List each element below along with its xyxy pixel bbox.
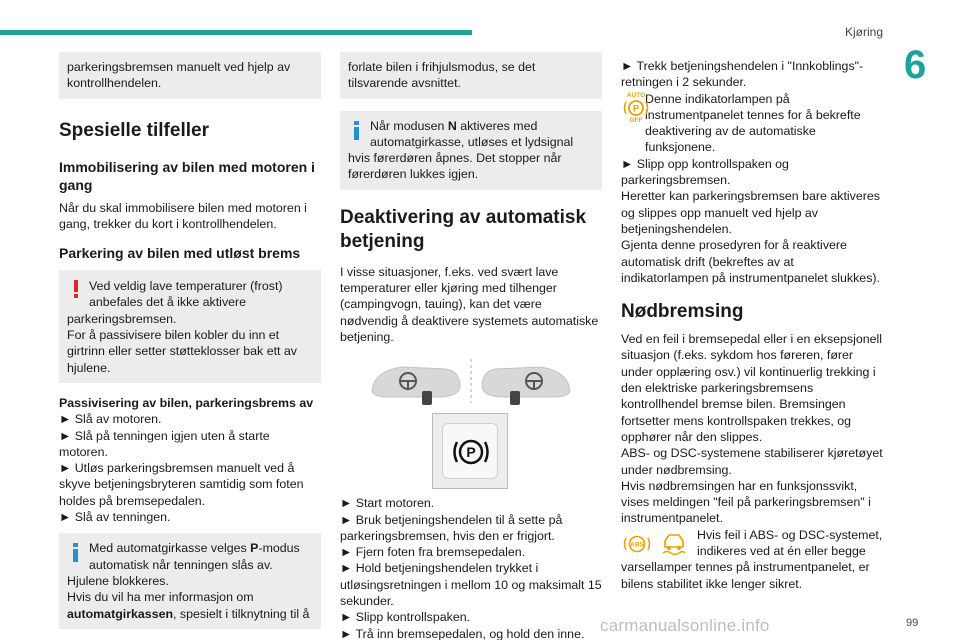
passiv-step: ► Slå på tenningen igjen uten å starte motoren. bbox=[59, 428, 270, 459]
paragraph: Gjenta denne prosedyren for å reaktivere automatisk drift (bekreftes av at indikatorlampen på instrumentpanelet slukkes). bbox=[621, 238, 880, 285]
info-line: Med automatgirkasse velges P-modus bbox=[89, 541, 300, 556]
paragraph: Heretter kan parkeringsbremsen bare aktiveres og slippes opp manuelt ved hjelp av betjeningshendelen. bbox=[621, 189, 880, 236]
note-text: parkeringsbremsen manuelt ved hjelp av kontrollhendelen. bbox=[67, 60, 291, 91]
warning-line: Ved veldig lave temperaturer (frost) bbox=[89, 279, 283, 294]
info-line: Hvis du vil ha mer informasjon om bbox=[67, 590, 254, 605]
passiv-step: ► Slå av tenningen. bbox=[59, 510, 171, 525]
warning-line: parkeringsbremsen. bbox=[67, 311, 177, 326]
note-box-continued bbox=[59, 52, 321, 99]
svg-text:P: P bbox=[466, 444, 476, 461]
heading-nodbremsing: Nødbremsing bbox=[621, 301, 744, 323]
step: ► Fjern foten fra bremsepedalen. bbox=[340, 545, 526, 560]
page-number: 99 bbox=[906, 617, 919, 629]
abs-line: indikeres ved at én eller begge bbox=[697, 544, 866, 559]
deakt-steps bbox=[340, 495, 602, 640]
step: ► Slipp opp kontrollspaken og parkeringsbremsen. bbox=[621, 156, 789, 188]
note-box-continued bbox=[340, 52, 602, 99]
header-accent-bar bbox=[0, 30, 472, 35]
parking-brake-figure bbox=[340, 357, 602, 487]
info-line: hvis førerdøren åpnes. Det stopper når førerdøren lukkes igjen. bbox=[348, 151, 562, 182]
paragraph: ABS- og DSC-systemene stabiliserer kjøretøyet under nødbremsing. bbox=[621, 446, 883, 477]
info-box bbox=[59, 533, 321, 628]
paragraph: Hvis nødbremsingen har en funksjonssvikt, vises meldingen "feil på parkeringsbremsen" i instrumentpanelet. bbox=[621, 478, 871, 526]
parking-brake-icon bbox=[443, 424, 499, 480]
heading-spesielle: Spesielle tilfeller bbox=[59, 119, 209, 141]
abs-dsc-warning-icons bbox=[621, 528, 691, 558]
paragraph-immobilisering: Når du skal immobilisere bilen med motoren i gang, trekker du kort i kontrollhendelen. bbox=[59, 200, 307, 231]
info-icon bbox=[72, 543, 78, 563]
warning-line: For å passivisere bilen kobler du inn et girtrinn eller setter støtteklosser bak ett av hjulene. bbox=[67, 328, 298, 375]
lamp-line: instrumentpanelet tennes for å bekrefte deaktivering av de automatiske funksjonene. bbox=[645, 107, 861, 155]
column-2 bbox=[340, 52, 602, 640]
info-line: Hjulene blokkeres. bbox=[67, 573, 169, 588]
info-line: automatgirkasse, utløses et lydsignal bbox=[370, 134, 574, 149]
heading-deaktivering: Deaktivering av automatisk betjening bbox=[340, 206, 587, 252]
passiv-title: Passivisering av bilen, parkeringsbrems av bbox=[59, 395, 314, 410]
info-line: Når modusen N aktiveres med bbox=[370, 118, 538, 133]
warning-icon bbox=[73, 280, 79, 298]
warning-box bbox=[59, 270, 321, 383]
info-line: automatgirkassen, spesielt i tilknytning til å bbox=[67, 606, 310, 621]
watermark: carmanualsonline.info bbox=[600, 616, 770, 635]
column-1 bbox=[59, 52, 321, 640]
warning-line: anbefales det å ikke aktivere bbox=[89, 295, 247, 310]
step: ► Slipp kontrollspaken. bbox=[340, 610, 471, 625]
column-3 bbox=[621, 58, 883, 592]
lamp-note bbox=[621, 91, 883, 156]
abs-line: Hvis feil i ABS- og DSC-systemet, bbox=[697, 527, 883, 542]
passiv-step: ► Utløs parkeringsbremsen manuelt ved å skyve betjeningsbryteren samtidig som foten holdes på bremsepedalen. bbox=[59, 461, 304, 508]
lamp-line: Denne indikatorlampen på bbox=[645, 91, 790, 106]
abs-dsc-note bbox=[621, 527, 883, 592]
svg-text:OFF: OFF bbox=[629, 116, 643, 123]
step: ► Trekk betjeningshendelen i "Innkoblings"-retningen i 2 sekunder. bbox=[621, 59, 864, 90]
note-text: forlate bilen i frihjulsmodus, se det tilsvarende avsnittet. bbox=[348, 60, 536, 91]
step: ► Trå inn bremsepedalen, og hold den inne. bbox=[340, 626, 585, 640]
parking-auto-off-icon bbox=[621, 91, 651, 123]
heading-parkering: Parkering av bilen med utløst brems bbox=[59, 245, 301, 262]
svg-text:ABS: ABS bbox=[630, 541, 644, 549]
section-title: Kjøring bbox=[845, 25, 884, 39]
chapter-number: 6 bbox=[904, 43, 927, 87]
abs-line: varsellamper tennes på instrumentpanelet, er bilens stabilitet ikke lenger sikret. bbox=[621, 560, 870, 591]
paragraph-intro: I visse situasjoner, f.eks. ved svært lave temperaturer eller kjøring med tilhenger (campingvogn, tauing), kan det være nødvendig å deaktivere systemets automatiske betjening. bbox=[340, 264, 599, 344]
info-box bbox=[340, 111, 602, 190]
parking-brake-button-illustration bbox=[432, 413, 508, 489]
steering-switch-illustration bbox=[368, 357, 574, 405]
step: ► Start motoren. bbox=[340, 496, 435, 511]
step: ► Bruk betjeningshendelen til å sette på parkeringsbremsen, hvis den er frigjort. bbox=[340, 512, 563, 543]
paragraph: Ved en feil i bremsepedal eller i en eksepsjonell situasjon (f.eks. sykdom hos føreren, fører under opplæring osv.) vil kontinuerlig trekking i den elektriske parkeringsbremsens kontrollhendel bremse bilen. Bremsingen fortsetter mens kontrollspaken trekkes, og opphører når den slippes. bbox=[621, 332, 883, 444]
passiv-section bbox=[59, 395, 321, 525]
heading-immobilisering: Immobilisering av bilen med motoren i gang bbox=[59, 158, 315, 193]
svg-text:AUTO: AUTO bbox=[626, 91, 646, 99]
passiv-step: ► Slå av motoren. bbox=[59, 412, 162, 427]
info-line: automatisk når tenningen slås av. bbox=[89, 557, 273, 572]
svg-text:P: P bbox=[632, 103, 640, 114]
info-icon bbox=[353, 121, 359, 141]
step: ► Hold betjeningshendelen trykket i utløsingsretningen i mellom 10 og maksimalt 15 sekunder. bbox=[340, 561, 602, 609]
